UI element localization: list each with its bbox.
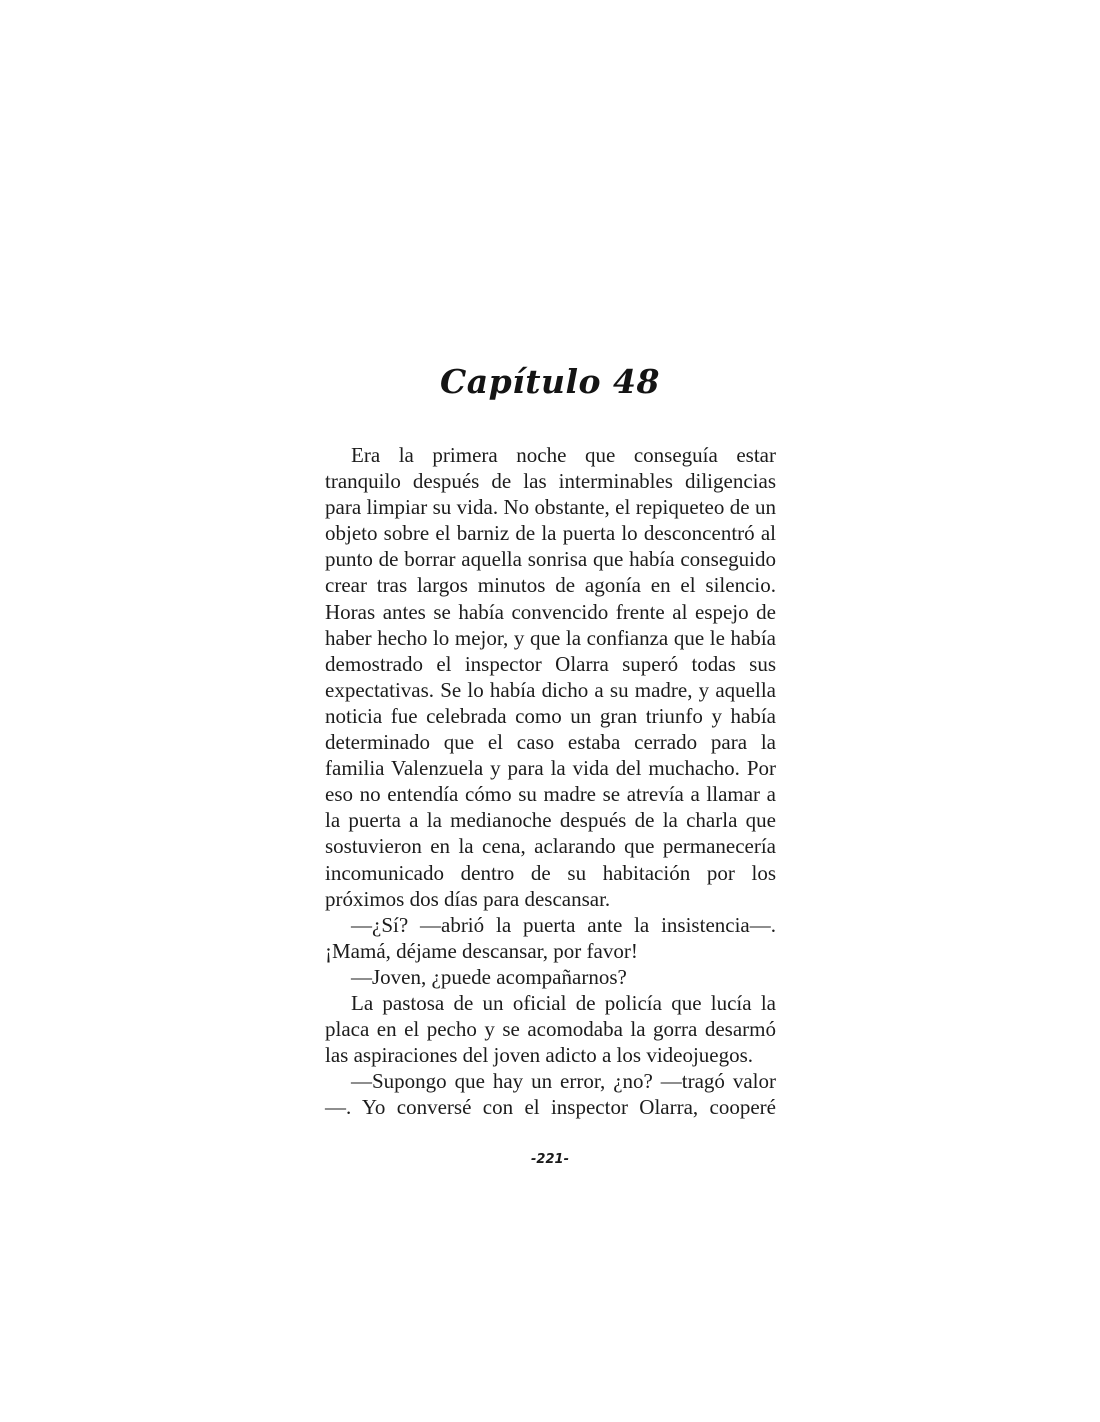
paragraph-4: La pastosa de un oficial de policía que lucía la placa en el pecho y se acomodaba la gorra desarmó las aspiraciones del joven adicto a los videojuegos. — [325, 990, 776, 1068]
paragraph-1: Era la primera noche que conseguía estar tranquilo después de las interminables diligencias para limpiar su vida. No obstante, el repiqueteo de un objeto sobre el barniz de la puerta lo desconcentró al punto de borrar aquella sonrisa que había conseguido crear tras largos minutos de agonía en el silencio. Horas antes se había convencido frente al espejo de haber hecho lo mejor, y que la confianza que le había demostrado el inspector Olarra superó todas sus expectativas. Se lo había dicho a su madre, y aquella noticia fue celebrada como un gran triunfo y había determinado que el caso estaba cerrado para la familia Valenzuela y para la vida del muchacho. Por eso no entendía cómo su madre se atrevía a llamar a la puerta a la medianoche después de la charla que sostuvieron en la cena, aclarando que permanecería incomunicado dentro de su habitación por los próximos dos días para descansar. — [325, 443, 776, 911]
paragraph-3: —Joven, ¿puede acompañarnos? — [351, 964, 627, 989]
paragraph-5: —Supongo que hay un error, ¿no? —tragó valor—. Yo conversé con el inspector Olarra, cooperé — [325, 1069, 776, 1120]
paragraph-2: —¿Sí? —abrió la puerta ante la insistencia—. ¡Mamá, déjame descansar, por favor! — [325, 912, 776, 963]
page-number: -221- — [531, 1152, 569, 1167]
chapter-title: Capítulo 48 — [440, 362, 660, 401]
body-text — [325, 442, 776, 1120]
